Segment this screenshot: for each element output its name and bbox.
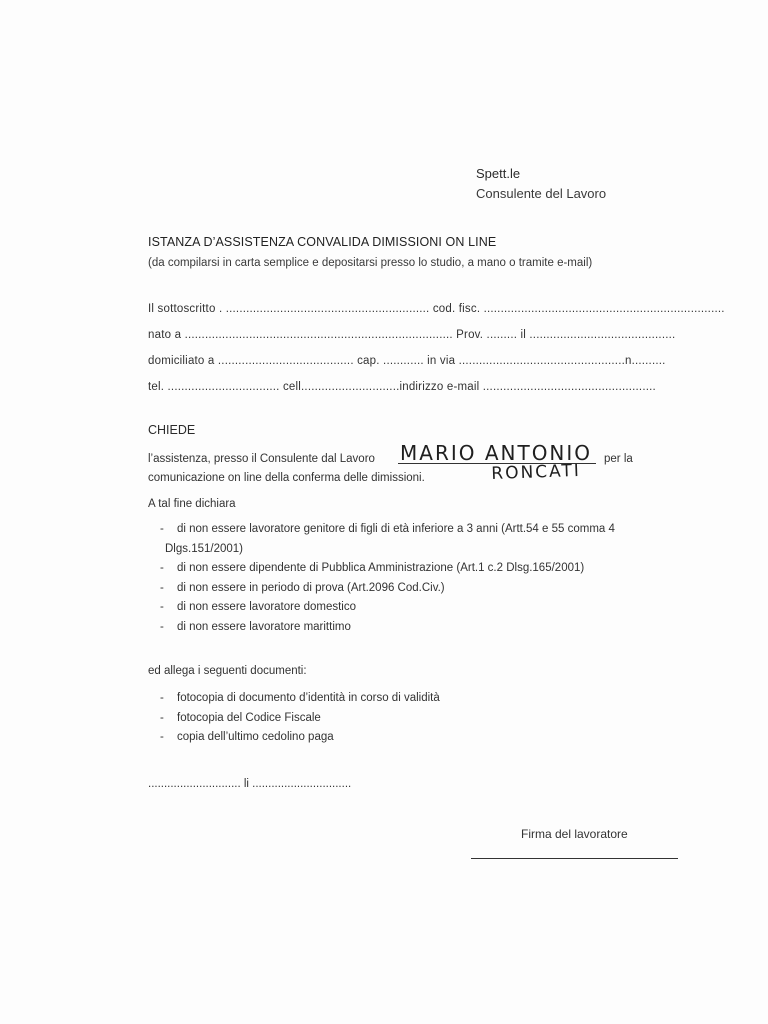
recipient-line-2: Consulente del Lavoro xyxy=(476,186,607,201)
field-nato-a: nato a ............................................................................... Prov. ......... il ........................................... xyxy=(148,329,676,341)
document-title: ISTANZA D’ASSISTENZA CONVALIDA DIMISSIONI ON LINE xyxy=(148,235,497,249)
attachment-list xyxy=(160,689,440,748)
field-contatti: tel. ................................. cell.............................indirizzo e-mail ................................................... xyxy=(148,381,656,393)
attachment-item: - fotocopia di documento d’identità in corso di validità xyxy=(160,692,440,704)
declaration-item: - di non essere dipendente di Pubblica Amministrazione (Art.1 c.2 Dlsg.165/2001) xyxy=(160,562,585,574)
declaration-item: - di non essere lavoratore marittimo xyxy=(160,620,351,633)
handwritten-surname: RONCATI xyxy=(491,460,582,484)
signature-line xyxy=(471,858,678,859)
document-subtitle: (da compilarsi in carta semplice e depositarsi presso lo studio, a mano o tramite e-mail) xyxy=(148,257,593,269)
declaration-item: - di non essere lavoratore genitore di figli di età inferiore a 3 anni (Artt.54 e 55 comma 4 xyxy=(160,523,615,535)
attachment-item: - copia dell’ultimo cedolino paga xyxy=(160,731,334,743)
request-line-2: comunicazione on line della conferma delle dimissioni. xyxy=(148,472,425,484)
declaration-list xyxy=(160,520,615,637)
recipient-line-1: Spett.le xyxy=(476,166,521,181)
declaration-item-continuation: Dlgs.151/2001) xyxy=(165,542,243,555)
declaration-item: - di non essere lavoratore domestico xyxy=(160,601,356,613)
attachment-item: - fotocopia del Codice Fiscale xyxy=(160,711,321,724)
handwritten-name: MARIO ANTONIO xyxy=(400,441,593,465)
request-line-1-end: per la xyxy=(604,453,633,465)
request-line-1-start: l’assistenza, presso il Consulente dal Lavoro xyxy=(148,453,375,465)
field-domicilio: domiciliato a ........................................ cap. ............ in via .................................................n.......... xyxy=(148,355,666,367)
declaration-item: - di non essere in periodo di prova (Art.2096 Cod.Civ.) xyxy=(160,581,445,594)
attach-intro: ed allega i seguenti documenti: xyxy=(148,665,307,677)
chiede-heading: CHIEDE xyxy=(148,423,196,437)
place-date-line: ............................. li ............................... xyxy=(148,778,352,790)
field-sottoscritto: Il sottoscritto . ............................................................ cod. fisc. ....................................................................... xyxy=(148,303,725,315)
signature-label: Firma del lavoratore xyxy=(521,827,628,841)
declare-intro: A tal fine dichiara xyxy=(148,498,236,510)
